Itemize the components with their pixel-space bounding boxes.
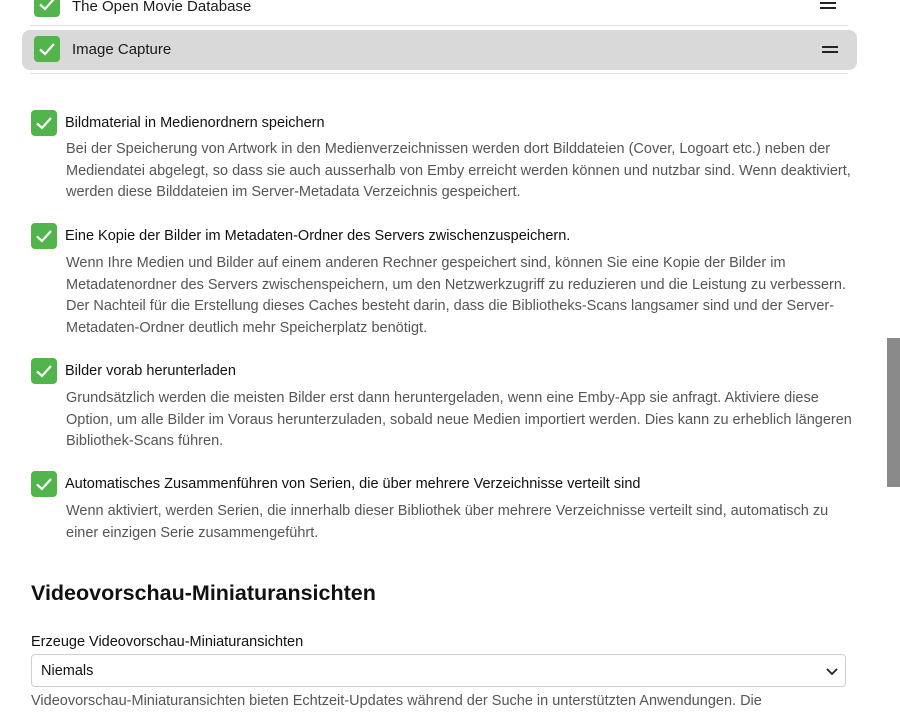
save-artwork-checkbox[interactable] [31, 110, 57, 136]
scrollbar-thumb[interactable] [887, 338, 900, 487]
chevron-down-icon [825, 664, 839, 678]
check-icon [35, 227, 53, 245]
merge-series-checkbox[interactable] [31, 471, 57, 497]
fetcher-row-omdb[interactable] [30, 0, 848, 26]
section-title: Videovorschau-Miniaturansichten [31, 581, 376, 605]
cache-images-checkbox[interactable] [31, 223, 57, 249]
option-label: Eine Kopie der Bilder im Metadaten-Ordner des Servers zwischenzuspeichern. [65, 228, 571, 244]
option-description: Videovorschau-Miniaturansichten bieten Echtzeit-Updates während der Suche in unterstützten Anwendungen. Die [31, 693, 762, 709]
check-icon [38, 40, 56, 58]
list-divider [30, 73, 848, 74]
option-description: Wenn aktiviert, werden Serien, die innerhalb dieser Bibliothek über mehrere Verzeichnisse verteilt sind, automatisch zu einer einzigen Serie zusammengeführt. [66, 503, 829, 541]
fetcher-image-capture-checkbox[interactable] [34, 36, 60, 62]
fetcher-name: The Open Movie Database [72, 0, 252, 15]
check-icon [38, 0, 56, 13]
option-label: Automatisches Zusammenführen von Serien, die über mehrere Verzeichnisse verteilt sind [65, 476, 641, 492]
select-value: Niemals [41, 663, 94, 679]
fetcher-omdb-checkbox[interactable] [34, 0, 60, 17]
fetcher-name: Image Capture [72, 41, 172, 58]
option-label: Bilder vorab herunterladen [65, 363, 236, 379]
option-description: Wenn Ihre Medien und Bilder auf einem anderen Rechner gespeichert sind, können Sie eine Kopie der Bilder im Metadatenordner des Servers zwischenspeichern, um den Netzwerkzugriff zu reduzieren und die Leistung zu verbessern. Der Nachteil für die Erstellung dieses Caches besteht darin, dass die Bibliotheks-Scans langsamer sind und der Server-Metadaten-Ordner deutlich mehr Speicherplatz benötigt. [66, 255, 846, 337]
option-description: Grundsätzlich werden die meisten Bilder erst dann heruntergeladen, wenn eine Emby-App sie anfragt. Aktiviere diese Option, um alle Bilder im Voraus herunterzuladen, sobald neue Medien importiert werden. Dies kann zu erheblich längeren Bibliothek-Scans führen. [66, 390, 852, 450]
select-label: Erzeuge Videovorschau-Miniaturansichten [31, 634, 304, 650]
check-icon [35, 362, 53, 380]
option-description: Bei der Speicherung von Artwork in den Medienverzeichnissen werden dort Bilddateien (Cover, Logoart etc.) neben der Mediendatei abgelegt, so dass sie auch ausserhalb von Emby erreicht werden können und nutzbar sind. Wenn deaktiviert, werden diese Bilddateien im Server-Metadata Verzeichnis gespeichert. [66, 141, 851, 201]
drag-handle-icon[interactable] [822, 44, 838, 54]
fetcher-row-image-capture[interactable] [22, 30, 857, 70]
drag-handle-icon[interactable] [820, 0, 836, 10]
option-label: Bildmaterial in Medienordnern speichern [65, 115, 325, 131]
check-icon [35, 475, 53, 493]
predownload-images-checkbox[interactable] [31, 358, 57, 384]
check-icon [35, 114, 53, 132]
thumbnail-generation-select[interactable] [31, 654, 846, 687]
